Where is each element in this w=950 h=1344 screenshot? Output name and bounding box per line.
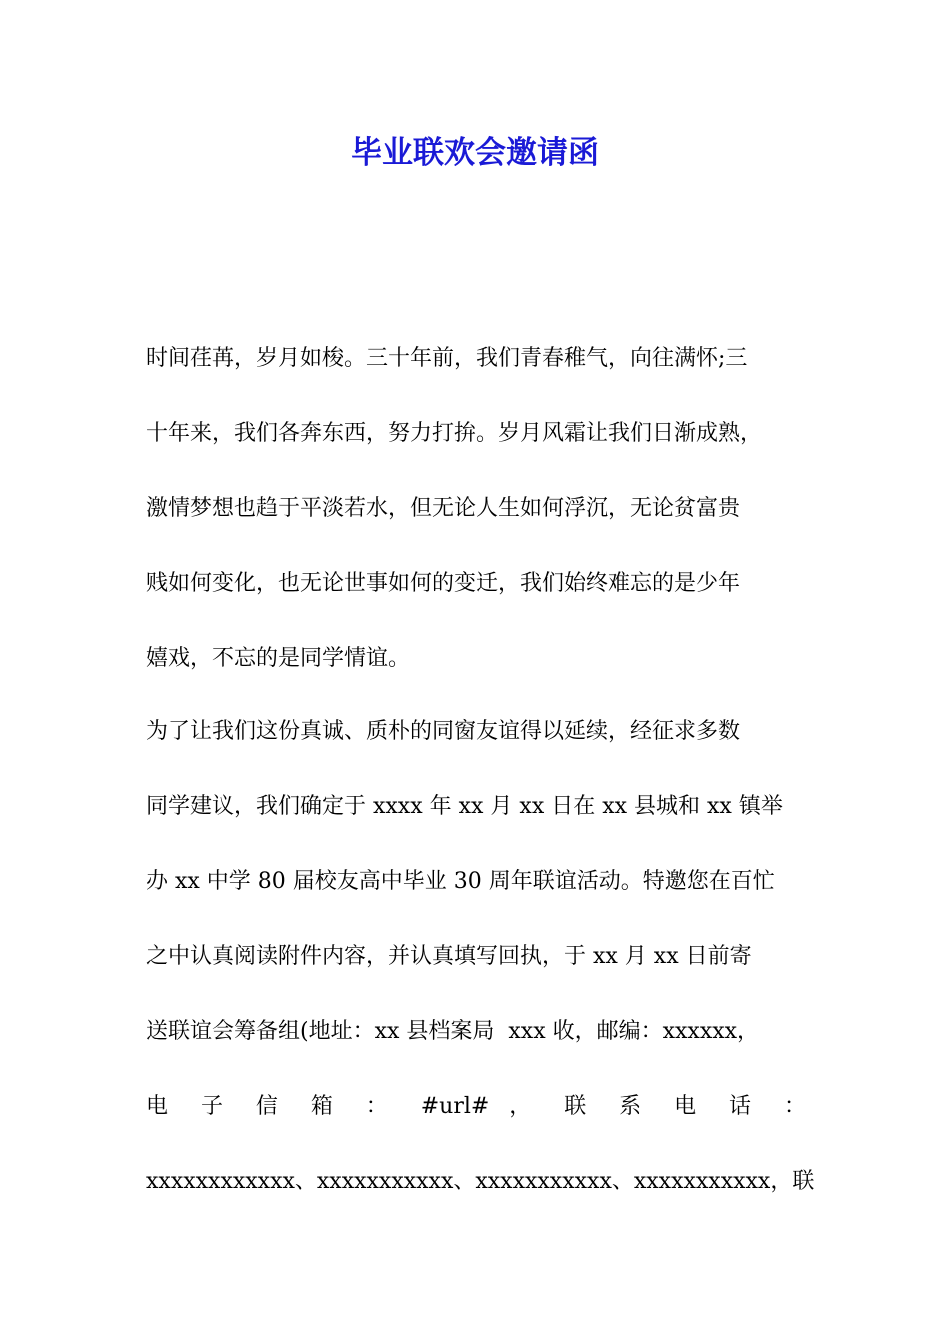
paragraph-2-line-7: xxxxxxxxxxxx、xxxxxxxxxxx、xxxxxxxxxxx、xxxxxxxxxxx，联: [146, 1169, 815, 1194]
document-title: 毕业联欢会邀请函: [351, 135, 599, 171]
paragraph-1-line-5: 嬉戏，不忘的是同学情谊。: [146, 646, 411, 671]
paragraph-1-line-4: 贱如何变化，也无论世事如何的变迁，我们始终难忘的是少年: [146, 571, 741, 596]
paragraph-1-line-2: 十年来，我们各奔东西，努力打拚。岁月风霜让我们日渐成熟，: [146, 421, 763, 446]
paragraph-2-line-3: 办 xx 中学 80 届校友高中毕业 30 周年联谊活动。特邀您在百忙: [146, 869, 775, 894]
paragraph-2-line-6: 电 子 信 箱 ： #url# ， 联 系 电 话 ：: [146, 1094, 806, 1119]
paragraph-2-line-2: 同学建议，我们确定于 xxxx 年 xx 月 xx 日在 xx 县城和 xx 镇举: [146, 794, 783, 819]
paragraph-2-line-5: 送联谊会筹备组(地址：xx 县档案局 xxx 收，邮编：xxxxxx，: [146, 1019, 760, 1044]
paragraph-2-line-1: 为了让我们这份真诚、质朴的同窗友谊得以延续，经征求多数: [146, 719, 741, 744]
paragraph-1-line-3: 激情梦想也趋于平淡若水，但无论人生如何浮沉，无论贫富贵: [146, 496, 741, 521]
paragraph-2-line-4: 之中认真阅读附件内容，并认真填写回执，于 xx 月 xx 日前寄: [146, 944, 752, 969]
paragraph-1-line-1: 时间荏苒，岁月如梭。三十年前，我们青春稚气，向往满怀;三: [146, 346, 748, 371]
